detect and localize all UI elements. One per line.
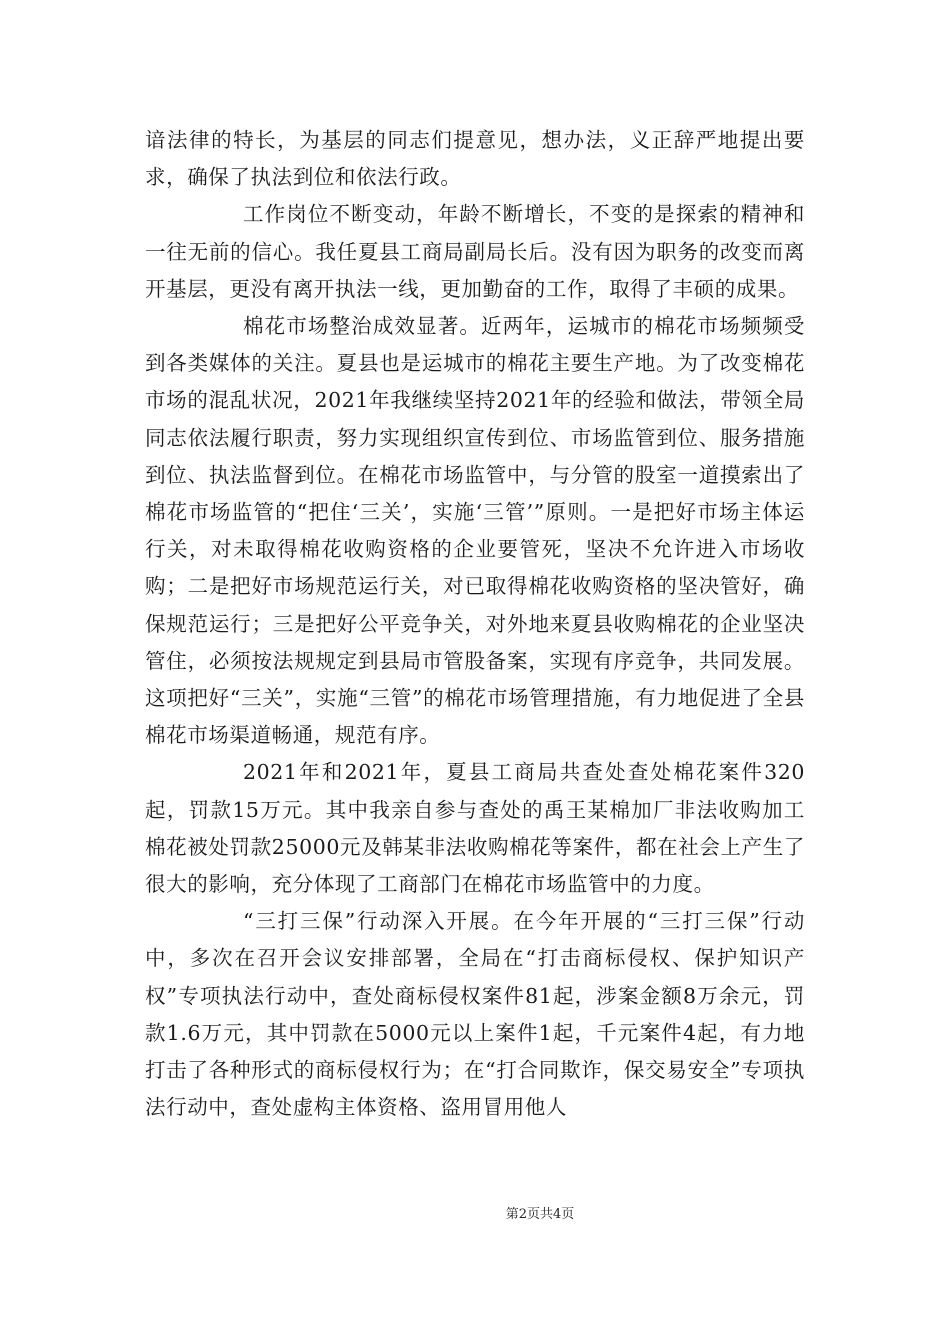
- paragraph-1: 谙法律的特长，为基层的同志们提意见，想办法，义正辞严地提出要求，确保了执法到位和依法行政。: [145, 128, 805, 190]
- paragraph-5: “三打三保”行动深入开展。在今年开展的“三打三保”行动中，多次在召开会议安排部署，全局在“打击商标侵权、保护知识产权”专项执法行动中，查处商标侵权案件81起，涉案金额8万余元，罚款1.6万元，其中罚款在5000元以上案件1起，千元案件4起，有力地打击了各种形式的商标侵权行为；在“打合同欺诈，保交易安全”专项执法行动中，查处虚构主体资格、盗用冒用他人: [145, 909, 805, 1120]
- paragraph-3: 棉花市场整治成效显著。近两年，运城市的棉花市场频频受到各类媒体的关注。夏县也是运城市的棉花主要生产地。为了改变棉花市场的混乱状况，2021年我继续坚持2021年的经验和做法，带领全局同志依法履行职责，努力实现组织宣传到位、市场监管到位、服务措施到位、执法监督到位。在棉花市场监管中，与分管的股室一道摸索出了棉花市场监管的“把住‘三关’，实施‘三管’”原则。一是把好市场主体运行关，对未取得棉花收购资格的企业要管死，坚决不允许进入市场收购；二是把好市场规范运行关，对已取得棉花收购资格的坚决管好，确保规范运行；三是把好公平竞争关，对外地来夏县收购棉花的企业坚决管住，必须按法规规定到县局市管股备案，实现有序竞争，共同发展。这项把好“三关”，实施“三管”的棉花市场管理措施，有力地促进了全县棉花市场渠道畅通，规范有序。: [145, 314, 805, 748]
- paragraph-4: 2021年和2021年，夏县工商局共查处查处棉花案件320起，罚款15万元。其中我亲自参与查处的禹王某棉加厂非法收购加工棉花被处罚款25000元及韩某非法收购棉花等案件，都在社会上产生了很大的影响，充分体现了工商部门在棉花市场监管中的力度。: [145, 760, 805, 897]
- paragraph-2: 工作岗位不断变动，年龄不断增长，不变的是探索的精神和一往无前的信心。我任夏县工商局副局长后。没有因为职务的改变而离开基层，更没有离开执法一线，更加勤奋的工作，取得了丰硕的成果。: [145, 202, 805, 301]
- page-number-footer: 第2页共4页: [505, 1207, 575, 1222]
- document-body: [145, 122, 805, 1126]
